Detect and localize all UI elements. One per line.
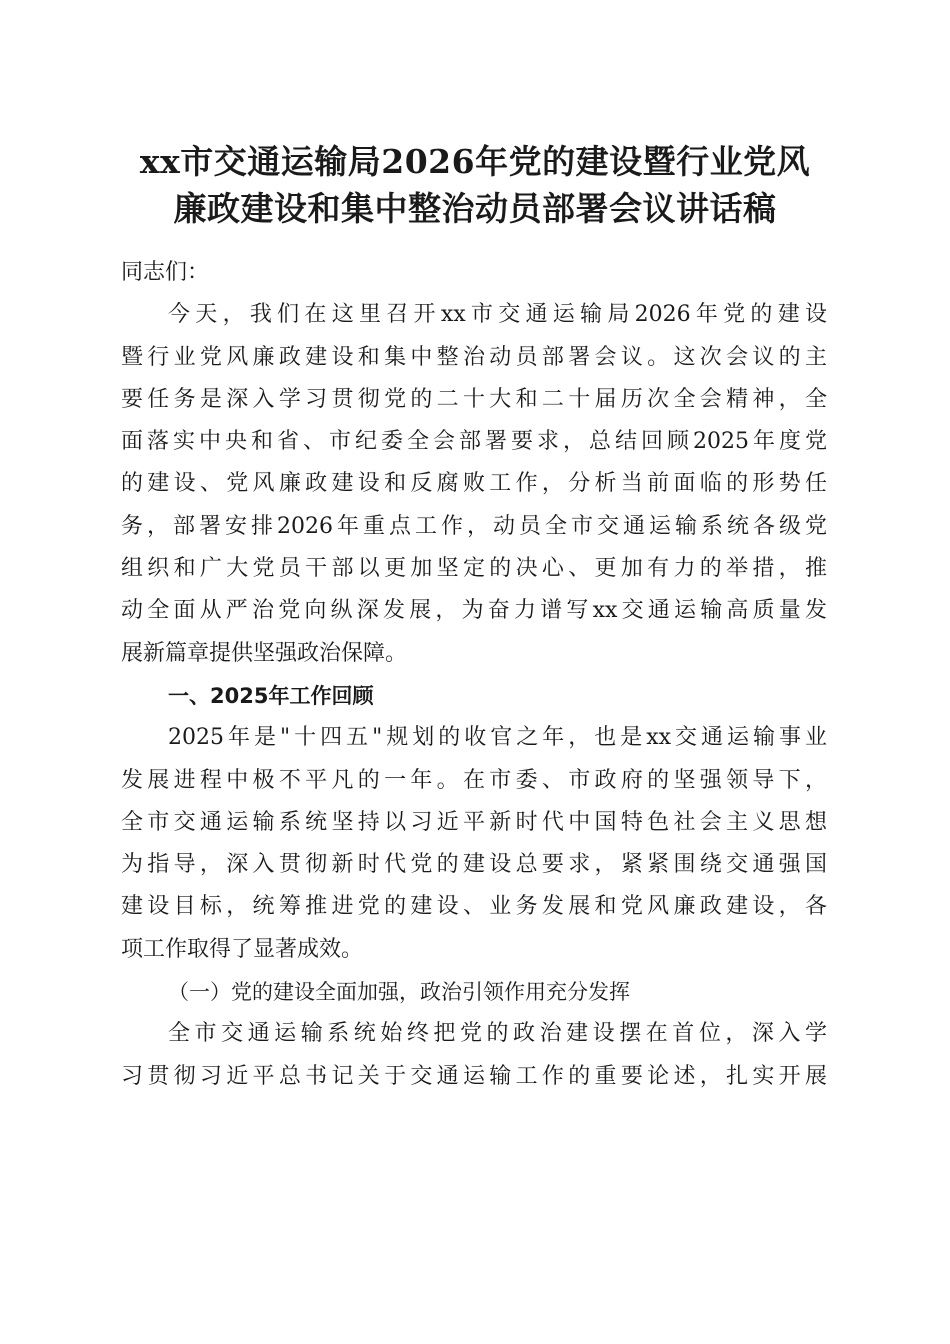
subsection-heading: （一）党的建设全面加强，政治引领作用充分发挥 (168, 980, 630, 1005)
paragraph-line: 展新篇章提供坚强政治保障。 (121, 640, 408, 666)
paragraph-line: 面落实中央和省、市纪委全会部署要求，总结回顾2025年度党 (121, 429, 827, 455)
salutation: 同志们： (121, 260, 210, 285)
paragraph-line: 项工作取得了显著成效。 (121, 936, 364, 962)
paragraph-line: 习贯彻习近平总书记关于交通运输工作的重要论述，扎实开展 (121, 1063, 827, 1089)
paragraph-line: 全市交通运输系统始终把党的政治建设摆在首位，深入学 (168, 1021, 827, 1047)
paragraph-line: 暨行业党风廉政建设和集中整治动员部署会议。这次会议的主 (121, 344, 827, 370)
document-body (121, 252, 827, 1098)
paragraph-line: 为指导，深入贯彻新时代党的建设总要求，紧紧围绕交通强国 (121, 852, 827, 878)
paragraph-line: 全市交通运输系统坚持以习近平新时代中国特色社会主义思想 (121, 809, 827, 835)
section-paragraph (121, 717, 827, 971)
paragraph-line: 发展进程中极不平凡的一年。在市委、市政府的坚强领导下， (121, 767, 827, 793)
intro-paragraph (121, 294, 827, 675)
paragraph-line: 的建设、党风廉政建设和反腐败工作，分析当前面临的形势任 (121, 471, 827, 497)
title-line-1: xx市交通运输局2026年党的建设暨行业党风 (139, 142, 811, 181)
paragraph-line: 要任务是深入学习贯彻党的二十大和二十届历次全会精神，全 (121, 386, 827, 412)
section-heading: 一、2025年工作回顾 (168, 683, 374, 708)
title-line-2: 廉政建设和集中整治动员部署会议讲话稿 (173, 189, 777, 228)
paragraph-line: 建设目标，统筹推进党的建设、业务发展和党风廉政建设，各 (121, 894, 827, 920)
paragraph-line: 2025年是"十四五"规划的收官之年，也是xx交通运输事业 (168, 725, 827, 751)
paragraph-line: 动全面从严治党向纵深发展，为奋力谱写xx交通运输高质量发 (121, 598, 827, 624)
paragraph-line: 组织和广大党员干部以更加坚定的决心、更加有力的举措，推 (121, 556, 827, 582)
paragraph-line: 务，部署安排2026年重点工作，动员全市交通运输系统各级党 (121, 513, 827, 539)
subsection-paragraph (121, 1013, 827, 1098)
document-title (110, 138, 840, 232)
paragraph-line: 今天，我们在这里召开xx市交通运输局2026年党的建设 (168, 302, 827, 328)
